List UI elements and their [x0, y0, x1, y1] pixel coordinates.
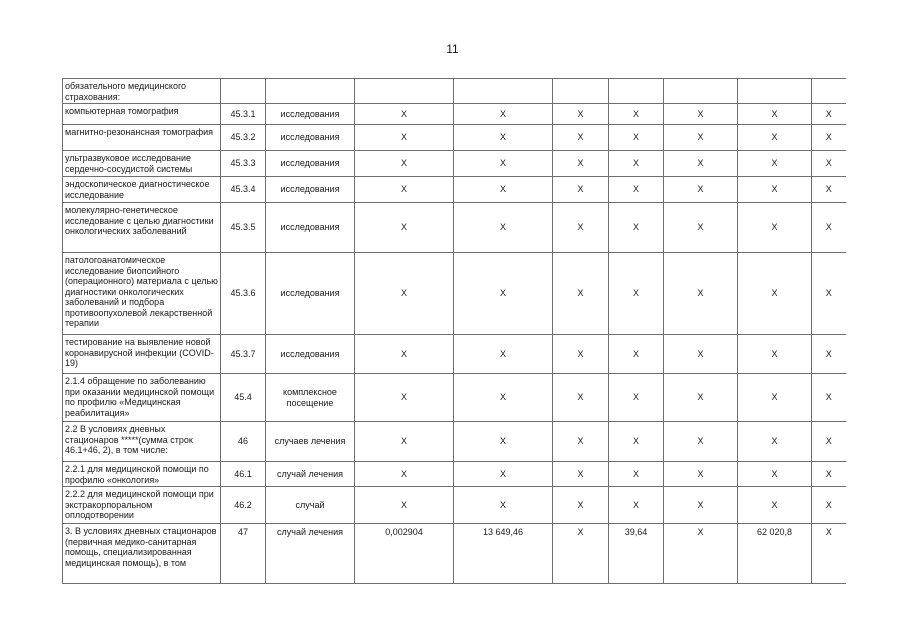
row-value-5 [664, 79, 738, 104]
row-value-4: X [609, 462, 664, 487]
row-name-cell: 2.2 В условиях дневных стационаров *****(сумма строк 46.1+46, 2), в том числе: [63, 422, 221, 462]
row-unit-cell: случай лечения [266, 462, 355, 487]
row-value-2: 13 649,46 [454, 524, 553, 584]
row-code-cell: 45.3.4 [221, 177, 266, 203]
row-value-3: X [553, 374, 609, 422]
row-code-cell: 45.4 [221, 374, 266, 422]
table-row [63, 177, 846, 203]
row-value-6: X [738, 203, 812, 253]
row-value-7: X [812, 151, 846, 177]
row-value-4: X [609, 422, 664, 462]
row-value-3 [553, 79, 609, 104]
table-row [63, 104, 846, 125]
row-value-7 [812, 79, 846, 104]
row-code-cell: 45.3.3 [221, 151, 266, 177]
row-unit-cell: исследования [266, 177, 355, 203]
row-value-1: X [355, 462, 454, 487]
row-code-cell: 45.3.1 [221, 104, 266, 125]
row-unit-cell: исследования [266, 203, 355, 253]
row-code-cell: 45.3.7 [221, 335, 266, 374]
row-value-7: X [812, 335, 846, 374]
row-name-cell: компьютерная томография [63, 104, 221, 125]
table-row [63, 151, 846, 177]
row-name-cell: 2.2.1 для медицинской помощи по профилю «онкология» [63, 462, 221, 487]
row-unit-cell: случаев лечения [266, 422, 355, 462]
row-code-cell: 46 [221, 422, 266, 462]
row-value-1: X [355, 203, 454, 253]
row-name-cell: 2.1.4 обращение по заболеванию при оказании медицинской помощи по профилю «Медицинская реабилитация» [63, 374, 221, 422]
row-value-1: X [355, 253, 454, 335]
row-code-cell: 45.3.6 [221, 253, 266, 335]
row-value-4: X [609, 335, 664, 374]
row-value-4 [609, 79, 664, 104]
row-value-1: X [355, 177, 454, 203]
row-value-2: X [454, 203, 553, 253]
row-value-7: X [812, 422, 846, 462]
row-code-cell: 46.1 [221, 462, 266, 487]
table-row [63, 524, 846, 584]
row-value-5: X [664, 422, 738, 462]
row-unit-cell: случай лечения [266, 524, 355, 584]
row-code-cell [221, 79, 266, 104]
row-value-4: X [609, 151, 664, 177]
row-value-4: X [609, 177, 664, 203]
row-value-5: X [664, 335, 738, 374]
row-name-cell: тестирование на выявление новой коронавирусной инфекции (COVID-19) [63, 335, 221, 374]
row-name-cell: патологоанатомическое исследование биопсийного (операционного) материала с целью диагностики онкологических заболеваний и подбора противоопухолевой лекарственной терапии [63, 253, 221, 335]
row-value-3: X [553, 524, 609, 584]
row-value-7: X [812, 203, 846, 253]
row-value-6: X [738, 422, 812, 462]
row-value-2: X [454, 335, 553, 374]
row-code-cell: 45.3.2 [221, 125, 266, 151]
table-row [63, 79, 846, 104]
row-value-3: X [553, 335, 609, 374]
row-value-2: X [454, 422, 553, 462]
table-row [63, 203, 846, 253]
row-name-cell: магнитно-резонансная томография [63, 125, 221, 151]
row-value-7: X [812, 524, 846, 584]
row-value-7: X [812, 462, 846, 487]
row-value-3: X [553, 487, 609, 524]
row-value-6: X [738, 335, 812, 374]
row-value-1: X [355, 125, 454, 151]
row-value-2: X [454, 253, 553, 335]
row-value-4: X [609, 104, 664, 125]
table-row [63, 462, 846, 487]
row-code-cell: 47 [221, 524, 266, 584]
row-value-5: X [664, 203, 738, 253]
row-value-4: X [609, 374, 664, 422]
row-unit-cell [266, 79, 355, 104]
row-name-cell: 3. В условиях дневных стационаров (первичная медико-санитарная помощь, специализированная медицинская помощь), в том [63, 524, 221, 584]
row-value-6: X [738, 374, 812, 422]
row-value-2: X [454, 125, 553, 151]
row-value-3: X [553, 125, 609, 151]
row-value-4: X [609, 125, 664, 151]
row-value-5: X [664, 374, 738, 422]
row-value-7: X [812, 125, 846, 151]
row-value-4: X [609, 203, 664, 253]
row-value-1: X [355, 422, 454, 462]
row-value-4: 39,64 [609, 524, 664, 584]
row-value-7: X [812, 374, 846, 422]
row-value-7: X [812, 177, 846, 203]
table-row [63, 253, 846, 335]
row-value-6: 62 020,8 [738, 524, 812, 584]
row-value-5: X [664, 524, 738, 584]
row-value-2: X [454, 374, 553, 422]
row-unit-cell: исследования [266, 104, 355, 125]
row-name-cell: 2.2.2 для медицинской помощи при экстракорпоральном оплодотворении [63, 487, 221, 524]
row-name-cell: эндоскопическое диагностическое исследование [63, 177, 221, 203]
row-value-3: X [553, 151, 609, 177]
row-value-2: X [454, 487, 553, 524]
row-value-1: X [355, 104, 454, 125]
page-number: 11 [446, 42, 459, 56]
row-value-3: X [553, 462, 609, 487]
table-row [63, 487, 846, 524]
row-value-5: X [664, 462, 738, 487]
table-row [63, 374, 846, 422]
row-value-1: X [355, 487, 454, 524]
row-value-7: X [812, 487, 846, 524]
row-unit-cell: исследования [266, 253, 355, 335]
row-value-6: X [738, 177, 812, 203]
row-value-5: X [664, 253, 738, 335]
row-unit-cell: исследования [266, 335, 355, 374]
row-value-2 [454, 79, 553, 104]
row-value-6: X [738, 125, 812, 151]
row-value-2: X [454, 177, 553, 203]
row-value-6: X [738, 253, 812, 335]
row-value-5: X [664, 177, 738, 203]
row-unit-cell: случай [266, 487, 355, 524]
row-value-1: X [355, 151, 454, 177]
row-name-cell: ультразвуковое исследование сердечно-сосудистой системы [63, 151, 221, 177]
row-unit-cell: исследования [266, 151, 355, 177]
row-value-5: X [664, 151, 738, 177]
row-value-6 [738, 79, 812, 104]
table-row [63, 125, 846, 151]
row-value-3: X [553, 422, 609, 462]
row-value-4: X [609, 487, 664, 524]
row-value-1: X [355, 335, 454, 374]
row-value-1 [355, 79, 454, 104]
row-value-3: X [553, 253, 609, 335]
row-value-6: X [738, 487, 812, 524]
row-value-6: X [738, 104, 812, 125]
row-value-3: X [553, 203, 609, 253]
row-value-1: 0,002904 [355, 524, 454, 584]
row-value-7: X [812, 104, 846, 125]
row-value-2: X [454, 151, 553, 177]
row-value-1: X [355, 374, 454, 422]
table-row [63, 422, 846, 462]
row-unit-cell: исследования [266, 125, 355, 151]
row-unit-cell: комплексное посещение [266, 374, 355, 422]
row-value-6: X [738, 462, 812, 487]
row-value-3: X [553, 177, 609, 203]
row-name-cell: молекулярно-генетическое исследование с целью диагностики онкологических заболеваний [63, 203, 221, 253]
row-value-3: X [553, 104, 609, 125]
row-value-6: X [738, 151, 812, 177]
table-row [63, 335, 846, 374]
row-value-5: X [664, 487, 738, 524]
row-value-4: X [609, 253, 664, 335]
financial-norms-table [62, 78, 846, 584]
row-value-5: X [664, 104, 738, 125]
row-value-2: X [454, 104, 553, 125]
row-name-cell: обязательного медицинского страхования: [63, 79, 221, 104]
row-value-2: X [454, 462, 553, 487]
row-code-cell: 46.2 [221, 487, 266, 524]
row-code-cell: 45.3.5 [221, 203, 266, 253]
row-value-7: X [812, 253, 846, 335]
row-value-5: X [664, 125, 738, 151]
